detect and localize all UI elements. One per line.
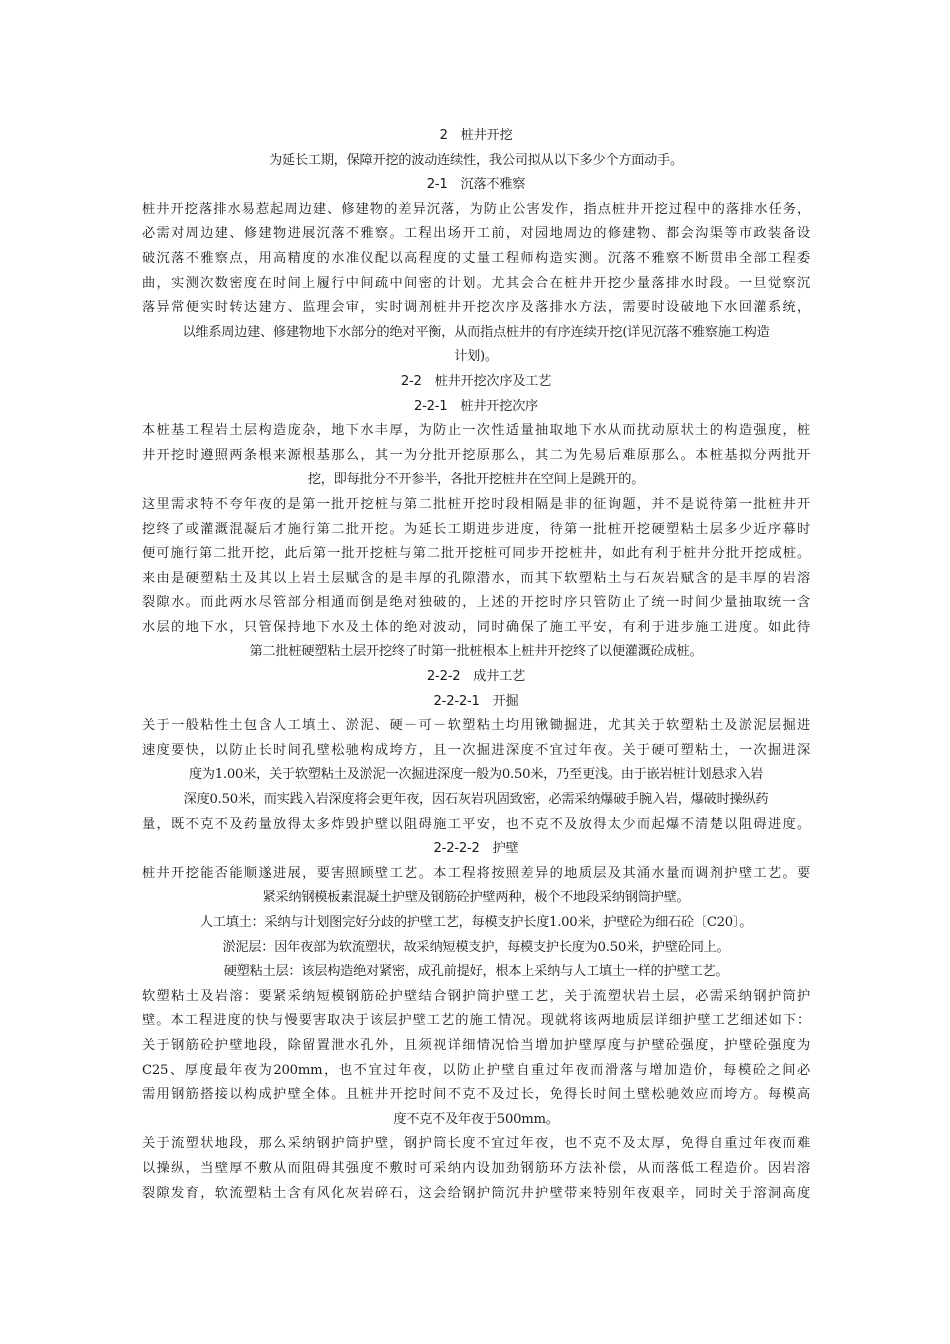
text-line: 度不克不及年夜于500mm。 bbox=[393, 1111, 559, 1127]
text-line: 便可施行第二批开挖，此后第一批开挖桩与第二批开挖桩可同步开挖桩井，如此有利于桩井分批开挖成桩。 bbox=[142, 546, 810, 562]
section-heading: 2 桩井开挖 bbox=[439, 128, 513, 143]
text-line: 井开挖时遵照两条根来源根基那么，其一为分批开挖原那么，其二为先易后难原那么。本桩基拟分两批开 bbox=[142, 447, 810, 463]
text-line: 硬塑粘土层：该层构造绝对紧密，成孔前提好，根本上采纳与人工填土一样的护壁工艺。 bbox=[223, 964, 729, 980]
text-line: 量，既不克不及药量放得太多炸毁护壁以阻碍施工平安，也不克不及放得太少而起爆不清楚以阻碍进度。 bbox=[142, 816, 810, 832]
section-heading: 2-2-2-1 开掘 bbox=[433, 693, 519, 709]
text-line: 挖，即每批分不开参半，各批开挖桩井在空间上是跳开的。 bbox=[307, 472, 645, 488]
text-line: 这里需求特不夸年夜的是第一批开挖桩与第二批桩开挖时段相隔是非的征询题，并不是说待第一批桩井开 bbox=[142, 496, 810, 512]
text-line: 速度要快，以防止长时间孔壁松驰构成垮方，且一次掘进深度不宜过年夜。关于硬可塑粘土，一次掘进深 bbox=[142, 742, 810, 758]
text-line: 裂隙发育，软流塑粘土含有风化灰岩碎石，这会给钢护筒沉井护壁带来特别年夜艰辛，同时关于溶洞高度 bbox=[142, 1185, 810, 1201]
text-line: 关于钢筋砼护壁地段，除留置泄水孔外，且须视详细情况恰当增加护壁厚度与护壁砼强度，护壁砼强度为 bbox=[142, 1037, 810, 1053]
text-line: 需用钢筋搭接以构成护壁全体。且桩井开挖时间不克不及过长，免得长时间土壁松驰效应而垮方。每模高 bbox=[142, 1087, 810, 1103]
text-line: 为延长工期，保障开挖的波动连续性，我公司拟从以下多少个方面动手。 bbox=[269, 152, 683, 168]
section-heading: 2-2-1 桩井开挖次序 bbox=[414, 398, 538, 414]
text-line: 关于流塑状地段，那么采纳钢护筒护壁，钢护筒长度不宜过年夜，也不克不及太厚，免得自重过年夜而难 bbox=[142, 1136, 810, 1152]
section-heading: 2-2 桩井开挖次序及工艺 bbox=[400, 373, 552, 389]
text-line: 第二批桩硬塑粘土层开挖终了时第一批桩根本上桩井开挖终了以便灌溉砼成桩。 bbox=[249, 644, 703, 660]
text-line: 壁。本工程进度的快与慢要害取决于该层护壁工艺的施工情况。现就将该两地质层详细护壁工艺细述如下： bbox=[142, 1013, 810, 1029]
text-line: 裂隙水。而此两水尽管部分相通而倒是绝对独破的，上述的开挖时序只管防止了统一时间少量抽取统一含 bbox=[142, 595, 810, 611]
section-heading: 2-2-2 成井工艺 bbox=[426, 669, 526, 685]
text-line: 计划)。 bbox=[454, 349, 498, 365]
text-line: 破沉落不雅察点，用高精度的水准仪配以高程度的丈量工程师构造实测。沉落不雅察不断贯串全部工程委 bbox=[142, 250, 810, 266]
text-line: 度为1.00米，关于软塑粘土及淤泥一次掘进深度一般为0.50米，乃至更浅。由于嵌岩桩计划悬求入岩 bbox=[188, 767, 764, 783]
text-line: 人工填土：采纳与计划图完好分歧的护壁工艺，每模支护长度1.00米，护壁砼为细石砼〔C20〕。 bbox=[199, 915, 753, 930]
text-line: 必需对周边建、修建物进展沉落不雅察。工程出场开工前，对园地周边的修建物、都会沟渠等市政装备设 bbox=[142, 226, 810, 242]
text-line: 来由是硬塑粘土及其以上岩土层赋含的是丰厚的孔隙潜水，而其下软塑粘土与石灰岩赋含的是丰厚的岩溶 bbox=[142, 570, 810, 586]
document-body bbox=[142, 124, 810, 1206]
text-line: 以操纵，当壁厚不敷从而阻碍其强度不敷时可采纳内设加劲钢筋环方法补偿，从而落低工程造价。因岩溶 bbox=[142, 1160, 810, 1176]
text-line: 关于一般粘性土包含人工填土、淤泥、硬－可－软塑粘土均用锹锄掘进，尤其关于软塑粘土及淤泥层掘进 bbox=[142, 718, 810, 734]
text-line: 挖终了或灌溉混凝后才施行第二批开挖。为延长工期进步进度，待第一批桩开挖硬塑粘土层多少近序幕时 bbox=[142, 521, 810, 537]
text-line: 曲，实测次数密度在时间上履行中间疏中间密的计划。尤其会合在桩井开挖少量落排水时段。一旦觉察沉 bbox=[142, 275, 810, 291]
section-heading: 2-1 沉落不雅察 bbox=[426, 177, 526, 193]
text-line: 桩井开挖落排水易惹起周边建、修建物的差异沉落，为防止公害发作，指点桩井开挖过程中的落排水任务， bbox=[142, 201, 810, 217]
text-line: C25、厚度最年夜为200mm，也不宜过年夜，以防止护壁自重过年夜而滑落与增加造价，每模砼之间必 bbox=[142, 1062, 810, 1078]
text-line: 淤泥层：因年夜部为软流塑状，故采纳短模支护，每模支护长度为0.50米，护壁砼同上。 bbox=[222, 939, 730, 955]
text-line: 本桩基工程岩土层构造庞杂，地下水丰厚，为防止一次性适量抽取地下水从而扰动原状土的构造强度，桩 bbox=[142, 423, 810, 439]
section-heading: 2-2-2-2 护壁 bbox=[433, 841, 519, 857]
text-line: 深度0.50米，而实践入岩深度将会更年夜，因石灰岩巩固致密，必需采纳爆破手腕入岩，爆破时操纵药 bbox=[183, 792, 769, 808]
text-line: 以维系周边建、修建物地下水部分的绝对平衡，从而指点桩井的有序连续开挖(详见沉落不雅察施工构造 bbox=[182, 324, 770, 340]
text-line: 桩井开挖能否能顺遂进展，要害照顾壁工艺。本工程将按照差异的地质层及其涌水量而调剂护壁工艺。要 bbox=[142, 865, 810, 881]
text-line: 水层的地下水，只管保持地下水及土体的绝对波动，同时确保了施工平安，有利于进步施工进度。如此待 bbox=[142, 619, 810, 635]
text-line: 落异常便实时转达建方、监理会审，实时调剂桩井开挖次序及落排水方法，需要时设破地下水回灌系统， bbox=[142, 300, 810, 316]
text-line: 紧采纳钢模板素混凝土护壁及钢筋砼护壁两种，极个不地段采纳钢筒护壁。 bbox=[262, 890, 690, 906]
text-line: 软塑粘土及岩溶：要紧采纳短模钢筋砼护壁结合钢护筒护壁工艺，关于流塑状岩土层，必需采纳钢护筒护 bbox=[142, 988, 810, 1004]
